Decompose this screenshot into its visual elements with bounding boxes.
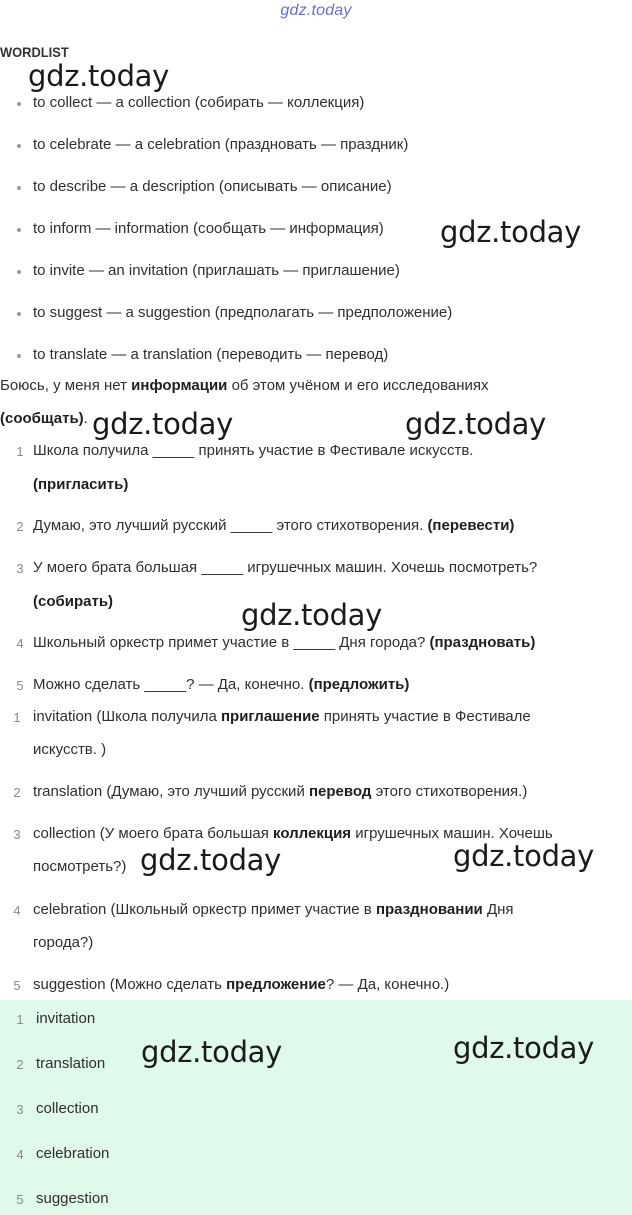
answer-text: celebration (Школьный оркестр примет участие в праздновании Дня [33, 901, 514, 918]
task-number: 1 [16, 444, 24, 459]
task-hint: (собирать) [33, 593, 114, 610]
wordlist-item: to invite — an invitation (приглашать — приглашение) [33, 262, 400, 279]
watermark: gdz.today [405, 407, 547, 441]
wordlist-heading: WORDLIST [0, 44, 69, 60]
task-hint: (пригласить) [33, 476, 129, 493]
task-text: Школа получила _____ принять участие в Фестивале искусств. [33, 442, 474, 459]
short-answer-number: 1 [16, 1012, 24, 1027]
short-answer-word: suggestion [36, 1190, 109, 1207]
bullet-icon [17, 144, 21, 148]
short-answer-word: celebration [36, 1145, 110, 1162]
task-text: Школьный оркестр примет участие в _____ Дня города? (праздновать) [33, 634, 536, 651]
answer-text-cont: искусств. ) [33, 741, 107, 758]
short-answer-number: 3 [16, 1102, 24, 1117]
task-number: 2 [16, 519, 24, 534]
watermark: gdz.today [141, 1035, 283, 1069]
bullet-icon [17, 186, 21, 190]
answer-text: invitation (Школа получила приглашение принять участие в Фестивале [33, 708, 531, 725]
short-answer-word: collection [36, 1100, 99, 1117]
answer-text: suggestion (Можно сделать предложение? — Да, конечно.) [33, 976, 450, 993]
watermark: gdz.today [241, 598, 383, 632]
example-line-1: Боюсь, у меня нет информации об этом учёном и его исследованиях [0, 377, 489, 394]
site-header-logo[interactable]: gdz.today [280, 2, 352, 19]
answer-number: 4 [13, 903, 21, 918]
bullet-icon [17, 270, 21, 274]
answer-number: 5 [13, 978, 21, 993]
answer-text: translation (Думаю, это лучший русский перевод этого стихотворения.) [33, 783, 528, 800]
task-number: 3 [16, 561, 24, 576]
short-answer-word: translation [36, 1055, 106, 1072]
bullet-icon [17, 312, 21, 316]
watermark: gdz.today [92, 407, 234, 441]
bullet-icon [17, 102, 21, 106]
short-answer-number: 4 [16, 1147, 24, 1162]
task-text: Думаю, это лучший русский _____ этого стихотворения. (перевести) [33, 517, 515, 534]
wordlist-item: to suggest — a suggestion (предполагать — предположение) [33, 304, 453, 321]
answer-number: 3 [13, 827, 21, 842]
task-number: 5 [16, 678, 24, 693]
answer-number: 1 [13, 710, 21, 725]
wordlist-item: to translate — a translation (переводить — перевод) [33, 346, 389, 363]
answer-text-cont: посмотреть?) [33, 858, 127, 875]
watermark: gdz.today [440, 215, 582, 249]
answer-text-cont: города?) [33, 934, 94, 951]
wordlist-item: to celebrate — a celebration (праздновать — праздник) [33, 136, 409, 153]
watermark: gdz.today [28, 59, 170, 93]
example-line-2: (сообщать). [0, 410, 88, 427]
watermark: gdz.today [140, 843, 282, 877]
short-answer-number: 2 [16, 1057, 24, 1072]
task-number: 4 [16, 636, 24, 651]
bullet-icon [17, 228, 21, 232]
bullet-icon [17, 354, 21, 358]
watermark: gdz.today [453, 839, 595, 873]
wordlist-item: to inform — information (сообщать — информация) [33, 220, 384, 237]
wordlist-item: to collect — a collection (собирать — коллекция) [33, 94, 365, 111]
short-answer-number: 5 [16, 1192, 24, 1207]
task-text: Можно сделать _____? — Да, конечно. (предложить) [33, 676, 410, 693]
watermark: gdz.today [453, 1031, 595, 1065]
wordlist-item: to describe — a description (описывать — описание) [33, 178, 392, 195]
task-text: У моего брата большая _____ игрушечных машин. Хочешь посмотреть? [33, 559, 538, 576]
answer-number: 2 [13, 785, 21, 800]
answer-text: collection (У моего брата большая коллекция игрушечных машин. Хочешь [33, 825, 553, 842]
short-answer-word: invitation [36, 1010, 96, 1027]
